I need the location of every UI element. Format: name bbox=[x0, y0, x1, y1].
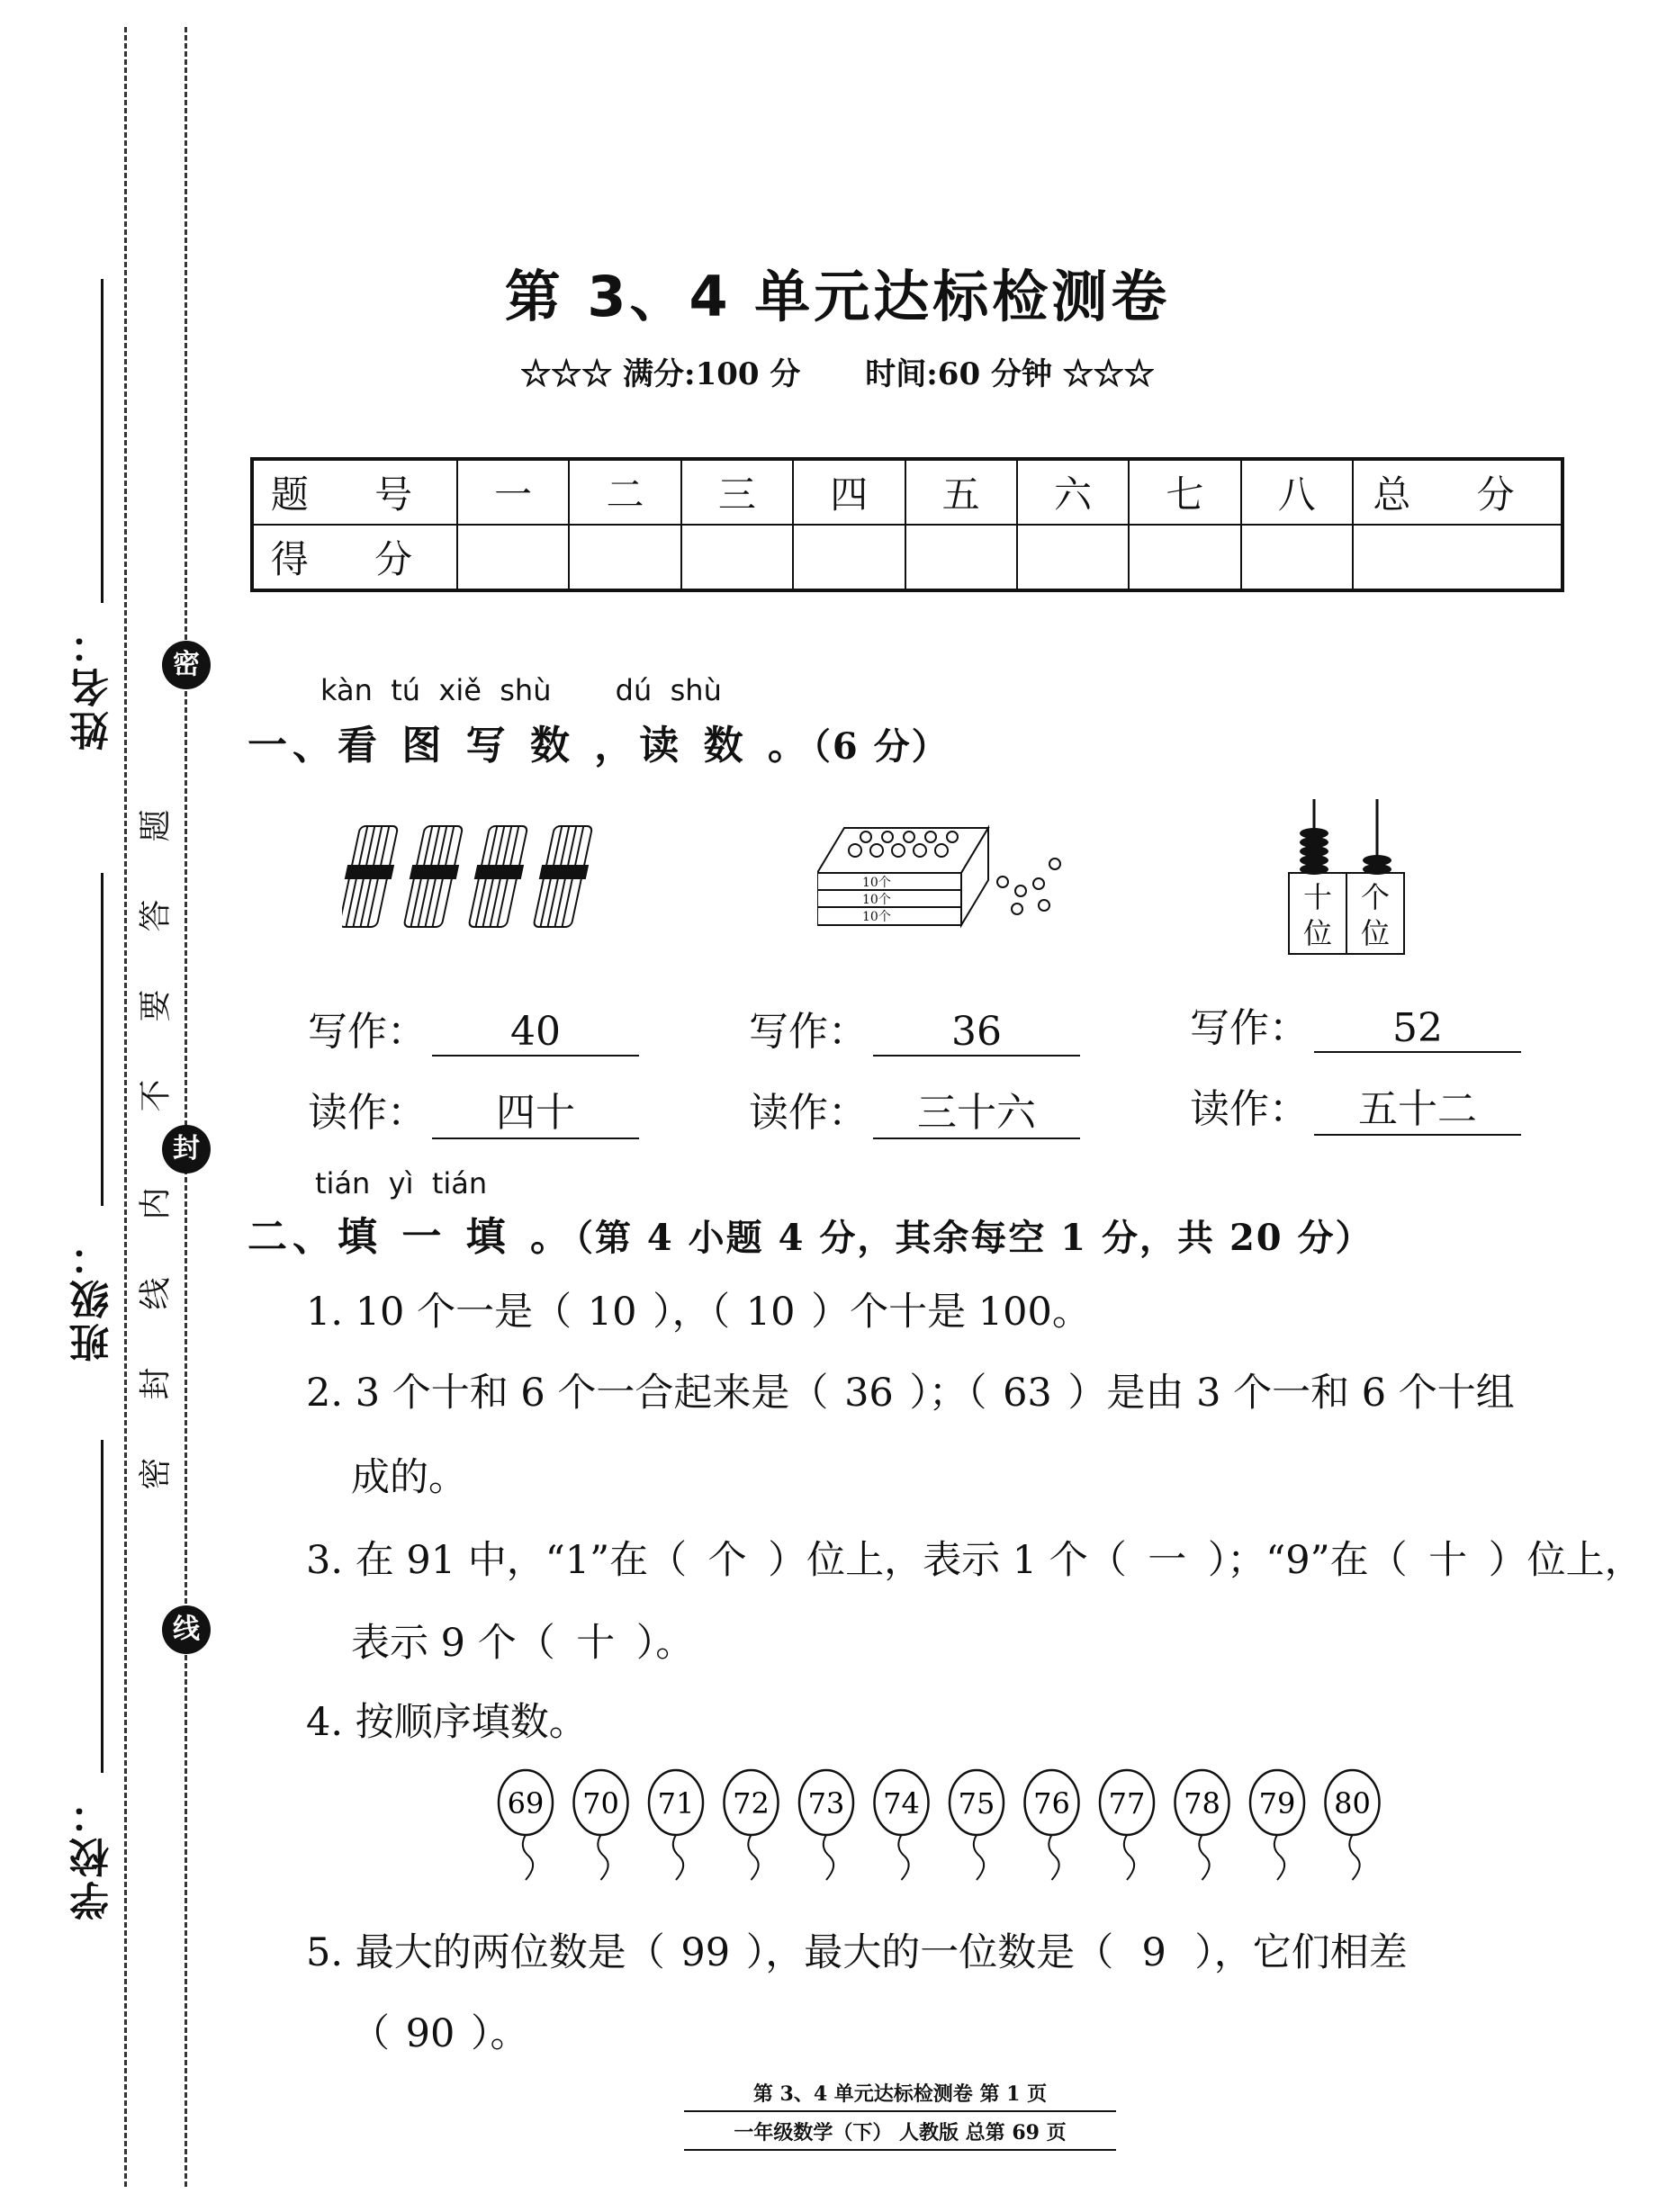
score-table-header-row bbox=[252, 459, 1562, 525]
balloon-number[interactable]: 72 bbox=[733, 1786, 770, 1821]
footer bbox=[684, 2079, 1116, 2151]
warning-char: 要 bbox=[137, 989, 175, 1022]
balloon-string bbox=[1199, 1835, 1209, 1880]
warning-char: 答 bbox=[137, 899, 175, 932]
stick-bundle bbox=[342, 826, 596, 927]
footer-line-1: 第 3、4 单元达标检测卷 第 1 页 bbox=[684, 2079, 1116, 2112]
q3-text: ）位上，表示 1 个（ bbox=[768, 1538, 1127, 1583]
q2-answer-2[interactable]: 63 bbox=[1003, 1371, 1052, 1416]
balloon-number[interactable]: 70 bbox=[582, 1786, 619, 1821]
q2-answer-1[interactable]: 36 bbox=[844, 1371, 894, 1416]
read-value[interactable]: 五十二 bbox=[1314, 1076, 1521, 1136]
q5-text: ），最大的一位数是（ bbox=[745, 1930, 1114, 1975]
read-value[interactable]: 四十 bbox=[432, 1080, 639, 1139]
abacus-label-tens-bottom: 位 bbox=[1302, 916, 1333, 950]
balloon bbox=[799, 1770, 853, 1880]
q1-text: ），（ bbox=[653, 1290, 731, 1335]
class-label: 班级： bbox=[70, 1233, 116, 1362]
column-head: 一 bbox=[457, 459, 569, 525]
exam-time: 时间:60 分钟 ☆☆☆ bbox=[865, 356, 1155, 392]
score-table-score-row bbox=[252, 525, 1562, 590]
q3-answer-1[interactable]: 个 bbox=[707, 1538, 747, 1583]
balloon-number[interactable]: 75 bbox=[958, 1786, 995, 1821]
warning-char: 不 bbox=[137, 1079, 175, 1112]
write-value[interactable]: 40 bbox=[432, 1009, 639, 1057]
school-label: 学校： bbox=[70, 1791, 116, 1920]
abacus-label-tens-top: 十 bbox=[1302, 880, 1333, 914]
q2-text: 2. 3 个十和 6 个一合起来是（ bbox=[306, 1371, 829, 1416]
section2-heading bbox=[248, 1204, 1373, 1262]
seal-feng: 封 bbox=[162, 1125, 211, 1173]
cube-trays-illustration bbox=[817, 819, 1087, 936]
section2-pinyin: tián yì tián bbox=[315, 1166, 488, 1200]
question-number-head: 题 号 bbox=[252, 459, 457, 525]
balloon bbox=[499, 1770, 553, 1880]
score-cell[interactable] bbox=[1017, 525, 1129, 590]
score-table bbox=[250, 457, 1564, 592]
q5-text: （ bbox=[351, 2011, 390, 2056]
balloon-number[interactable]: 77 bbox=[1108, 1786, 1146, 1821]
balloon-number[interactable]: 74 bbox=[883, 1786, 920, 1821]
q1-text: ）个十是 100。 bbox=[811, 1290, 1091, 1335]
balloon bbox=[649, 1770, 703, 1880]
abacus-label-ones-bottom: 位 bbox=[1360, 916, 1391, 950]
score-cell[interactable] bbox=[457, 525, 569, 590]
section1-pinyin: kàn tú xiě shù dú shù bbox=[320, 673, 722, 707]
balloon-number[interactable]: 79 bbox=[1258, 1786, 1296, 1821]
balloon-sequence bbox=[495, 1768, 1395, 1885]
q5-answer-1[interactable]: 99 bbox=[680, 1930, 731, 1975]
class-line bbox=[101, 873, 104, 1206]
balloon bbox=[950, 1770, 1004, 1880]
question-5-line2 bbox=[351, 2003, 529, 2058]
column-head: 五 bbox=[905, 459, 1017, 525]
q5-answer-2[interactable]: 9 bbox=[1141, 1930, 1166, 1975]
q1-answer-1[interactable]: 10 bbox=[587, 1290, 637, 1335]
warning-char: 线 bbox=[137, 1277, 175, 1310]
section1-title: 一、看 图 写 数 ，读 数 。 bbox=[248, 723, 813, 769]
write-answer-1 bbox=[308, 999, 639, 1057]
balloon bbox=[875, 1770, 929, 1880]
column-head: 七 bbox=[1129, 459, 1240, 525]
balloon-number[interactable]: 76 bbox=[1033, 1786, 1070, 1821]
balloon bbox=[1025, 1770, 1079, 1880]
warning-char: 封 bbox=[137, 1367, 175, 1400]
warning-char: 内 bbox=[137, 1187, 175, 1220]
section1-points: （6 分） bbox=[812, 725, 950, 768]
score-cell[interactable] bbox=[905, 525, 1017, 590]
question-1 bbox=[306, 1281, 1091, 1336]
column-head: 四 bbox=[793, 459, 905, 525]
score-cell[interactable] bbox=[793, 525, 905, 590]
read-answer-2 bbox=[749, 1080, 1080, 1139]
write-label: 写作： bbox=[1190, 1005, 1309, 1051]
score-cell[interactable] bbox=[681, 525, 793, 590]
write-label: 写作： bbox=[749, 1009, 868, 1055]
read-value[interactable]: 三十六 bbox=[873, 1080, 1080, 1139]
section2-title: 二、填 一 填 。 bbox=[248, 1214, 575, 1260]
cube-tray-label: 10个 bbox=[862, 910, 891, 924]
column-head: 六 bbox=[1017, 459, 1129, 525]
balloon-string bbox=[523, 1835, 533, 1880]
balloon-string bbox=[824, 1835, 833, 1880]
cube-tray-label: 10个 bbox=[862, 893, 891, 907]
question-4: 4. 按顺序填数。 bbox=[306, 1700, 588, 1745]
q3-text: ）；“9”在（ bbox=[1207, 1538, 1408, 1583]
full-score: ☆☆☆ 满分:100 分 bbox=[520, 356, 801, 392]
balloon-string bbox=[1274, 1835, 1284, 1880]
write-value[interactable]: 36 bbox=[873, 1009, 1080, 1057]
q1-answer-2[interactable]: 10 bbox=[745, 1290, 796, 1335]
q2-text: ）；（ bbox=[909, 1371, 987, 1416]
q5-text: ），它们相差 bbox=[1194, 1930, 1408, 1975]
balloon bbox=[1175, 1770, 1229, 1880]
balloon bbox=[1100, 1770, 1154, 1880]
score-cell[interactable] bbox=[1241, 525, 1353, 590]
q2-text: ）是由 3 个一和 6 个十组 bbox=[1067, 1371, 1515, 1416]
seal-xian: 线 bbox=[162, 1605, 211, 1654]
seal-mi: 密 bbox=[162, 641, 211, 689]
balloon-number[interactable]: 71 bbox=[657, 1786, 695, 1821]
question-3-line2 bbox=[351, 1613, 694, 1668]
q3-text: ）。 bbox=[635, 1621, 695, 1666]
q5-text: 5. 最大的两位数是（ bbox=[306, 1930, 665, 1975]
balloon bbox=[1250, 1770, 1304, 1880]
name-label: 姓名： bbox=[70, 621, 116, 751]
warning-char: 题 bbox=[137, 809, 175, 842]
q5-answer-3[interactable]: 90 bbox=[405, 2011, 455, 2056]
question-2-line2: 成的。 bbox=[351, 1455, 467, 1500]
q3-text: ）位上， bbox=[1488, 1538, 1643, 1583]
footer-line-2: 一年级数学（下） 人教版 总第 69 页 bbox=[684, 2112, 1116, 2151]
write-value[interactable]: 52 bbox=[1314, 1005, 1521, 1053]
write-answer-3 bbox=[1190, 995, 1521, 1053]
read-label: 读作： bbox=[1190, 1086, 1309, 1132]
question-3 bbox=[306, 1530, 1643, 1585]
score-cell[interactable] bbox=[569, 525, 680, 590]
balloon-string bbox=[598, 1835, 608, 1880]
cube-tray-label: 10个 bbox=[862, 876, 891, 890]
exam-info bbox=[0, 349, 1675, 393]
score-row-head: 得 分 bbox=[252, 525, 457, 590]
read-label: 读作： bbox=[308, 1090, 427, 1136]
balloon bbox=[725, 1770, 779, 1880]
balloon bbox=[1326, 1770, 1380, 1880]
warning-char: 密 bbox=[137, 1457, 175, 1490]
question-5 bbox=[306, 1922, 1408, 1977]
q3-text: 表示 9 个（ bbox=[351, 1621, 555, 1666]
read-label: 读作： bbox=[749, 1090, 868, 1136]
read-answer-1 bbox=[308, 1080, 639, 1139]
abacus-illustration bbox=[1278, 799, 1422, 961]
balloon-string bbox=[1124, 1835, 1134, 1880]
read-answer-3 bbox=[1190, 1076, 1521, 1136]
balloon-string bbox=[898, 1835, 908, 1880]
q3-answer-4[interactable]: 十 bbox=[576, 1621, 616, 1666]
q1-text: 1. 10 个一是（ bbox=[306, 1290, 572, 1335]
balloon-number[interactable]: 80 bbox=[1334, 1786, 1371, 1821]
balloon bbox=[574, 1770, 628, 1880]
section1-heading bbox=[248, 713, 950, 770]
abacus-label-ones-top: 个 bbox=[1360, 880, 1391, 914]
column-head: 八 bbox=[1241, 459, 1353, 525]
q5-text: ）。 bbox=[471, 2011, 529, 2056]
column-head: 二 bbox=[569, 459, 680, 525]
question-2 bbox=[306, 1362, 1515, 1417]
q3-answer-3[interactable]: 十 bbox=[1428, 1538, 1468, 1583]
balloon-number[interactable]: 73 bbox=[807, 1786, 845, 1821]
balloon-string bbox=[673, 1835, 683, 1880]
q3-answer-2[interactable]: 一 bbox=[1148, 1538, 1187, 1583]
school-line bbox=[101, 1440, 104, 1773]
q3-text: 3. 在 91 中，“1”在（ bbox=[306, 1538, 688, 1583]
score-cell[interactable] bbox=[1129, 525, 1240, 590]
write-answer-2 bbox=[749, 999, 1080, 1057]
balloon-string bbox=[748, 1835, 758, 1880]
section2-points: （第 4 小题 4 分，其余每空 1 分，共 20 分） bbox=[574, 1217, 1373, 1259]
score-cell[interactable] bbox=[1353, 525, 1562, 590]
balloon-number[interactable]: 78 bbox=[1184, 1786, 1220, 1821]
balloon-string bbox=[1049, 1835, 1058, 1880]
balloon-string bbox=[1349, 1835, 1359, 1880]
write-label: 写作： bbox=[308, 1009, 427, 1055]
total-score-head: 总 分 bbox=[1353, 459, 1562, 525]
column-head: 三 bbox=[681, 459, 793, 525]
balloon-number[interactable]: 69 bbox=[507, 1786, 545, 1821]
balloon-string bbox=[974, 1835, 984, 1880]
stick-bundles-illustration bbox=[342, 819, 621, 936]
page-title: 第 3、4 单元达标检测卷 bbox=[504, 264, 1171, 329]
